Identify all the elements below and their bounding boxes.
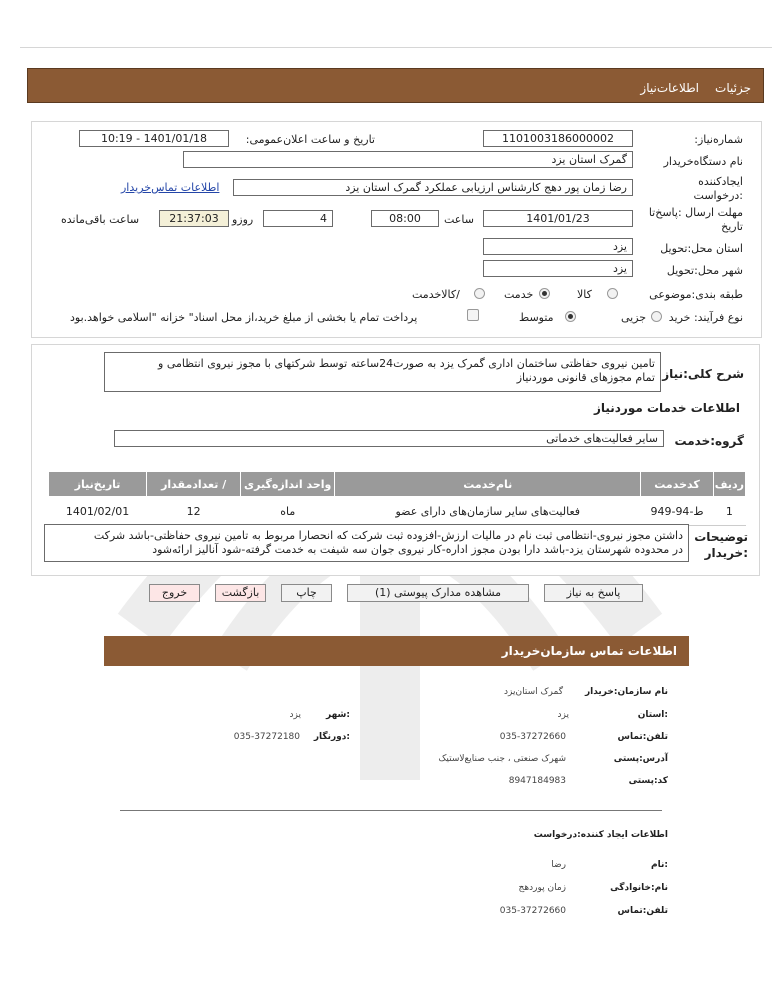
service-group-label: گروه:خدمت — [674, 434, 744, 448]
treasury-payment-checkbox[interactable] — [467, 309, 479, 321]
remaining-time-label: ساعت باقی‌مانده — [61, 213, 140, 226]
services-table-header — [49, 472, 746, 497]
print-button[interactable]: چاپ — [281, 584, 332, 602]
days-remaining-field: 4 — [263, 210, 333, 227]
city-label: شهر محل:تحویل — [666, 264, 743, 277]
city-field: یزد — [483, 260, 633, 277]
province-label: استان محل:تحویل — [660, 242, 743, 255]
summary-text-line-2: تمام مجوزهای قانونی موردنیاز — [516, 371, 655, 384]
contact-postal-value: 8947184983 — [508, 776, 566, 786]
contact-divider — [120, 810, 662, 811]
tab-details[interactable]: جزئیات — [715, 81, 751, 95]
summary-label: شرح کلی:نیاز — [662, 367, 744, 381]
buyer-notes-label: توضیحات — [694, 530, 748, 544]
contact-city-label: :شهر — [326, 710, 350, 720]
buyer-notes-box — [44, 524, 689, 562]
deadline-time-label: ساعت — [444, 213, 474, 226]
services-title: اطلاعات خدمات موردنیاز — [593, 401, 740, 415]
page-header — [27, 68, 764, 103]
exit-button[interactable]: خروج — [149, 584, 200, 602]
top-divider — [20, 47, 772, 48]
deadline-time-field: 08:00 — [371, 210, 439, 227]
summary-text-line-1: تامین نیروی حفاظتی ساختمان اداری گمرک یزد به صورت24ساعته توسط شرکتهای با مجوز نیروی انتظامی و — [158, 357, 655, 370]
need-number-label: شماره‌نیاز: — [694, 133, 743, 146]
cell-need-date: 1401/02/01 — [49, 497, 147, 526]
col-row: ردیف — [713, 472, 745, 497]
category-goods-radio[interactable] — [607, 288, 618, 299]
cell-service-code: ط-94-949 — [641, 497, 714, 526]
remaining-time-field: 21:37:03 — [159, 210, 229, 227]
buyer-contact-link[interactable]: اطلاعات تماس‌خریدار — [121, 181, 220, 194]
announce-date-label: تاریخ و ساعت اعلان‌عمومی: — [245, 133, 375, 146]
col-service-name: نام‌خدمت — [335, 472, 641, 497]
contact-city-value: یزد — [289, 710, 301, 720]
creator-name-label: :نام — [651, 860, 668, 870]
buyer-contact-title: اطلاعات تماس سازمان‌خریدار — [501, 644, 677, 658]
back-button[interactable]: بازگشت — [215, 584, 266, 602]
deadline-label-2: تاریخ — [721, 220, 743, 233]
creator-field: رضا زمان پور دهج کارشناس ارزیابی عملکرد گمرک استان یزد — [233, 179, 633, 196]
col-unit: واحد اندازه‌گیری — [241, 472, 335, 497]
process-medium-radio[interactable] — [565, 311, 576, 322]
category-goods-service-radio[interactable] — [474, 288, 485, 299]
contact-address-value: شهرک صنعتی ، جنب صنایع‌لاستیک — [438, 754, 566, 764]
contact-phone-value: 035-37272660 — [499, 732, 566, 742]
contact-province-label: :استان — [637, 710, 668, 720]
cell-service-name: فعالیت‌های سایر سازمان‌های دارای عضو — [335, 497, 641, 526]
contact-address-label: آدرس:پستی — [613, 754, 668, 764]
cell-row: 1 — [713, 497, 745, 526]
creator-family-value: زمان پوردهج — [518, 883, 566, 893]
days-label: روزو — [232, 213, 254, 226]
deadline-label: مهلت ارسال :پاسخ‌تا — [648, 206, 743, 219]
process-type-label: نوع فرآیند: خرید — [668, 311, 743, 324]
category-goods-label: کالا — [577, 288, 592, 301]
contact-province-value: یزد — [557, 710, 569, 720]
category-service-label: خدمت — [504, 288, 534, 301]
creator-label: ایجادکننده — [698, 175, 743, 188]
buyer-org-label: نام دستگاه‌خریدار — [663, 155, 743, 168]
col-need-date: تاریخ‌نیاز — [49, 472, 147, 497]
contact-fax-value: 035-37272180 — [233, 732, 300, 742]
tab-need-info[interactable]: اطلاعات‌نیاز — [640, 81, 699, 95]
summary-text-box — [104, 352, 661, 392]
category-goods-service-label: /کالاخدمت — [412, 288, 460, 301]
creator-phone-label: تلفن:تماس — [617, 906, 668, 916]
cell-unit: ماه — [241, 497, 335, 526]
col-quantity: / تعدادمقدار — [147, 472, 241, 497]
buyer-notes-label-2: :خریدار — [704, 546, 748, 560]
creator-name-value: رضا — [551, 860, 566, 870]
contact-fax-label: :دورنگار — [313, 732, 350, 742]
category-label: طبقه بندی:موضوعی — [649, 288, 743, 301]
treasury-payment-text: پرداخت تمام یا بخشی از مبلغ خرید،از محل اسناد" خزانه "اسلامی خواهد.بود — [70, 311, 418, 324]
announce-date-field: 1401/01/18 - 10:19 — [79, 130, 229, 147]
buyer-contact-header — [104, 636, 689, 666]
need-number-field: 1101003186000002 — [483, 130, 633, 147]
province-field: یزد — [483, 238, 633, 255]
services-table — [48, 471, 746, 526]
contact-org-label: نام سازمان:خریدار — [584, 687, 668, 697]
creator-phone-value: 035-37272660 — [499, 906, 566, 916]
contact-org-value: گمرک استان‌یزد — [504, 687, 563, 697]
creator-family-label: نام:خانوادگی — [610, 883, 668, 893]
service-group-field: سایر فعالیت‌های خدماتی — [114, 430, 664, 447]
col-service-code: کدخدمت — [641, 472, 714, 497]
process-partial-radio[interactable] — [651, 311, 662, 322]
creator-info-title: اطلاعات ایجاد کننده:درخواست — [533, 830, 668, 840]
process-medium-label: متوسط — [519, 311, 554, 324]
creator-label-2: :درخواست — [693, 189, 743, 202]
table-row — [49, 497, 746, 526]
deadline-date-field: 1401/01/23 — [483, 210, 633, 227]
contact-phone-label: تلفن:تماس — [617, 732, 668, 742]
category-service-radio[interactable] — [539, 288, 550, 299]
reply-button[interactable]: پاسخ به نیاز — [544, 584, 643, 602]
cell-quantity: 12 — [147, 497, 241, 526]
buyer-org-field: گمرک استان یزد — [183, 151, 633, 168]
process-partial-label: جزیی — [621, 311, 647, 324]
buyer-notes-line-2: در محدوده شهرستان یزد-باشد دارا بودن مجوز اداره-کار نیروی جوان سه شیفت به خدمت گرفته-شود آنالیز ارائه‌شود — [152, 543, 683, 556]
contact-postal-label: کد:پستی — [628, 776, 668, 786]
view-attachments-button[interactable]: مشاهده مدارک پیوستی (1) — [347, 584, 529, 602]
buyer-notes-line-1: داشتن مجوز نیروی-انتظامی ثبت نام در مالیات ارزش-افزوده ثبت شرکت که انحصارا مربوط به تامین نیروی حفاظتی-باشد شرکت — [93, 529, 683, 542]
